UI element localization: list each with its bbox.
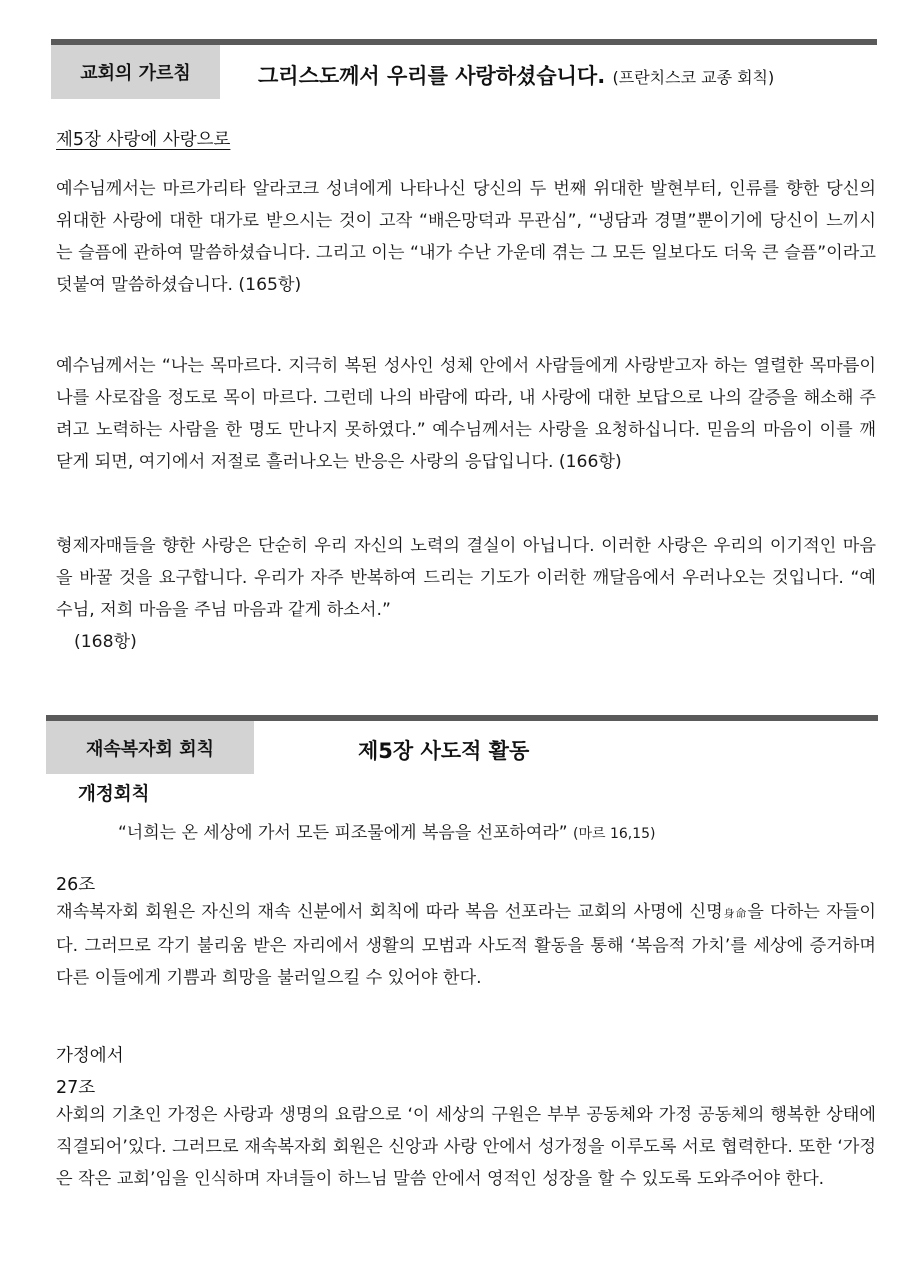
section1-title-text: 그리스도께서 우리를 사랑하셨습니다. (258, 64, 606, 88)
section2-tab (46, 721, 254, 774)
section1-paragraph-3: 형제자매들을 향한 사랑은 단순히 우리 자신의 노력의 결실이 아닙니다. 이러한 사랑은 우리의 이기적인 마음을 바꿀 것을 요구합니다. 우리가 자주 반복하여 드리는 기도가 이러한 깨달음에서 우러나오는 것입니다. “예수님, 저희 마음을 주님 마음과 같게 하소서.” (56, 536, 876, 620)
section1-paragraph-1: 예수님께서는 마르가리타 알라코크 성녀에게 나타나신 당신의 두 번째 위대한 발현부터, 인류를 향한 당신의 위대한 사랑에 대한 대가로 받으시는 것이 고작 “배은망덕과 무관심”, “냉담과 경멸”뿐이기에 당신이 느끼시는 슬픔에 관하여 말씀하셨습니다. 그리고 이는 “내가 수난 가운데 겪는 그 모든 일보다도 더욱 큰 슬픔”이라고 덧붙여 말씀하셨습니다. (165항) (56, 179, 876, 295)
section2-subheading: 개정회칙 (78, 784, 150, 805)
article26-text (56, 896, 876, 994)
section1-tab (51, 45, 220, 99)
section1-title (258, 60, 774, 90)
article27-label: 27조 (56, 1078, 96, 1098)
section2-title: 제5장 사도적 활동 (358, 739, 530, 763)
section2-tab-label: 재속복자회 회칙 (86, 738, 214, 760)
section1-chapter-heading: 제5장 사랑에 사랑으로 (56, 130, 231, 150)
section1-title-source: (프란치스코 교종 회칙) (612, 68, 775, 87)
article26-text-b: 을 다하는 자들이다. 그러므로 각기 불리움 받은 자리에서 생활의 모범과 사도적 활동을 통해 ‘복음적 가치’를 세상에 증거하며 다른 이들에게 기쁨과 희망을 불러일으킬 수 있어야 한다. (56, 902, 876, 988)
article26-label: 26조 (56, 875, 96, 895)
section1-tab-label: 교회의 가르침 (80, 63, 191, 84)
family-heading: 가정에서 (56, 1046, 124, 1066)
article26-text-a: 재속복자회 회원은 자신의 재속 신분에서 회칙에 따라 복음 선포라는 교회의 사명에 신명 (56, 902, 723, 922)
section2-quote-text: “너희는 온 세상에 가서 모든 피조물에게 복음을 선포하여라” (118, 823, 568, 843)
article26-hanja: 身命 (722, 907, 748, 920)
section2-quote-ref: (마르 16,15) (572, 826, 656, 842)
article27-text: 사회의 기초인 가정은 사랑과 생명의 요람으로 ‘이 세상의 구원은 부부 공동체와 가정 공동체의 행복한 상태에 직결되어’있다. 그러므로 재속복자회 회원은 신앙과 사랑 안에서 성가정을 이루도록 서로 협력한다. 또한 ‘가정은 작은 교회’임을 인식하며 자녀들이 하느님 말씀 안에서 영적인 성장을 할 수 있도록 도와주어야 한다. (56, 1105, 876, 1189)
section1-paragraph-3-ref: (168항) (74, 632, 137, 652)
section1-paragraph-2: 예수님께서는 “나는 목마르다. 지극히 복된 성사인 성체 안에서 사람들에게 사랑받고자 하는 열렬한 목마름이 나를 사로잡을 정도로 목이 마르다. 그런데 나의 바람에 따라, 내 사랑에 대한 보답으로 나의 갈증을 해소해 주려고 노력하는 사람을 한 명도 만나지 못하였다.” 예수님께서는 사랑을 요청하십니다. 믿음의 마음이 이를 깨닫게 되면, 여기에서 저절로 흘러나오는 반응은 사랑의 응답입니다. (166항) (56, 356, 876, 472)
section2-quote (118, 818, 656, 843)
